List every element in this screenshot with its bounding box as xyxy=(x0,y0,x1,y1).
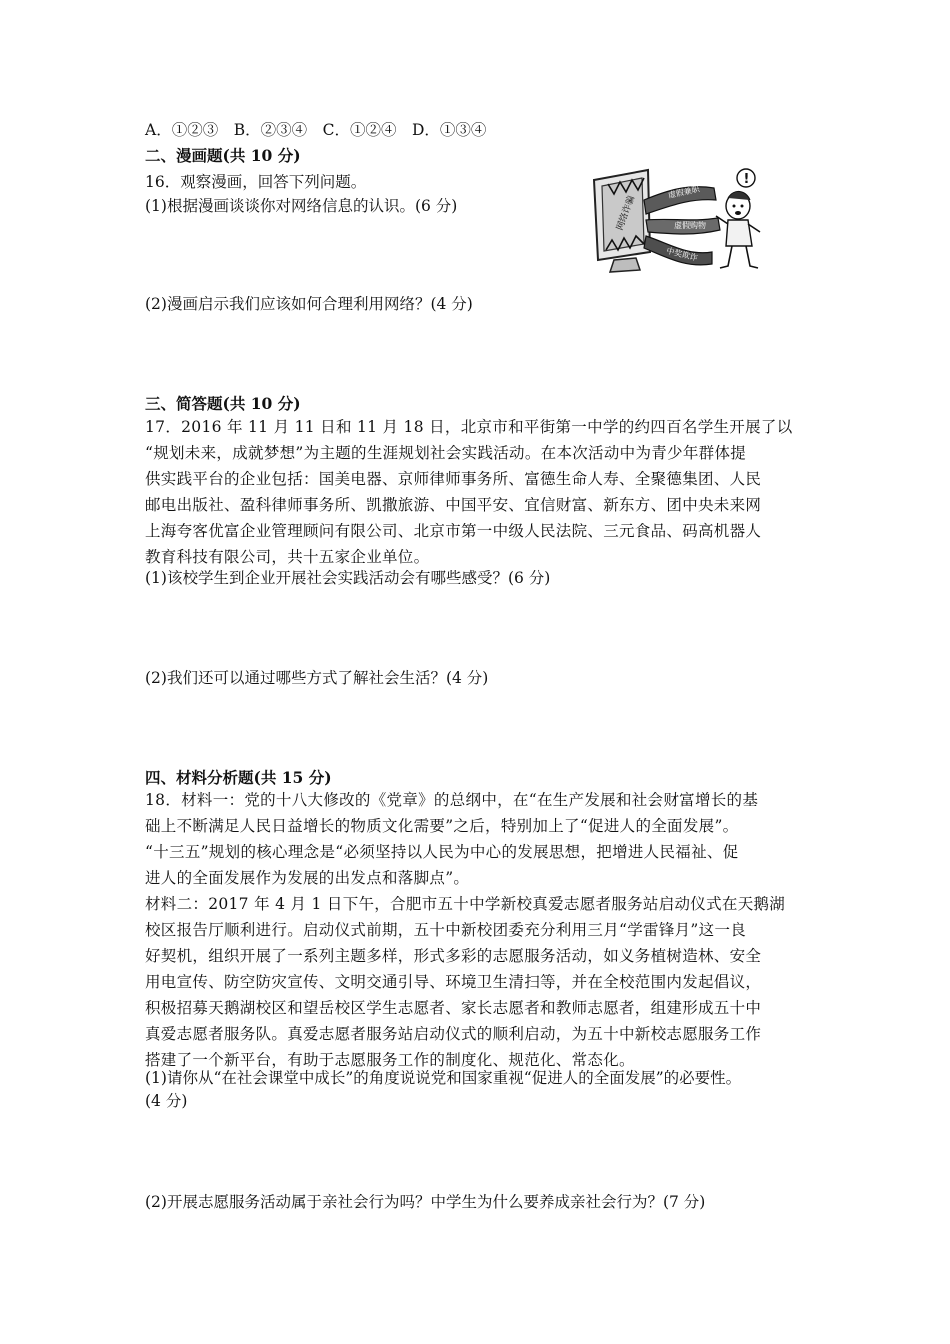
q18-line: 积极招募天鹅湖校区和望岳校区学生志愿者、家长志愿者和教师志愿者，组建形成五十中 xyxy=(145,999,762,1017)
monitor-illustration xyxy=(594,170,650,272)
cartoon-image xyxy=(588,166,770,276)
section-heading-cartoon: 二、漫画题(共 10 分) xyxy=(145,146,301,165)
q18-part1: (1)请你从“在社会课堂中成长”的角度说说党和国家重视“促进人的全面发展”的必要性。 xyxy=(145,1069,742,1087)
q18-part1-score: (4 分) xyxy=(145,1092,188,1110)
q17-line: 17．2016 年 11 月 11 日和 11 月 18 日，北京市和平街第一中学的约四百名学生开展了以 xyxy=(145,418,793,436)
section-heading-material-analysis: 四、材料分析题(共 15 分) xyxy=(145,768,332,787)
q16-part1: (1)根据漫画谈谈你对网络信息的认识。(6 分) xyxy=(145,197,458,215)
q16-part2: (2)漫画启示我们应该如何合理利用网络？(4 分) xyxy=(145,295,473,313)
tentacle-label-2: 虚假购物 xyxy=(674,221,706,230)
tentacles xyxy=(644,183,720,265)
q17-part2: (2)我们还可以通过哪些方式了解社会生活？(4 分) xyxy=(145,669,489,687)
cartoon-screen-text: 网络诈骗 xyxy=(615,194,637,232)
q17-part1: (1)该校学生到企业开展社会实践活动会有哪些感受？(6 分) xyxy=(145,569,551,587)
q18-line: 材料二：2017 年 4 月 1 日下午，合肥市五十中学新校真爱志愿者服务站启动仪式在天鹅湖 xyxy=(145,895,786,913)
tentacle-label-1: 虚假兼职 xyxy=(667,184,701,200)
q17-paragraph xyxy=(145,414,813,570)
tentacle-label-3: 中奖欺诈 xyxy=(665,246,699,263)
q18-line: 好契机，组织开展了一系列主题多样，形式多彩的志愿服务活动，如义务植树造林、安全 xyxy=(145,947,762,965)
person-illustration xyxy=(716,191,760,268)
exclamation-mark: ! xyxy=(743,172,750,187)
q18-line: 搭建了一个新平台，有助于志愿服务工作的制度化、规范化、常态化。 xyxy=(145,1051,635,1069)
q18-line: 用电宣传、防空防灾宣传、文明交通引导、环境卫生清扫等，并在全校范围内发起倡议， xyxy=(145,973,762,991)
q17-line: “规划未来，成就梦想”为主题的生涯规划社会实践活动。在本次活动中为青少年群体提 xyxy=(145,444,747,462)
q17-line: 上海夸客优富企业管理顾问有限公司、北京市第一中级人民法院、三元食品、码高机器人 xyxy=(145,522,762,540)
q16-stem: 16．观察漫画，回答下列问题。 xyxy=(145,173,367,191)
q18-line: “十三五”规划的核心理念是“必须坚持以人民为中心的发展思想，把增进人民福祉、促 xyxy=(145,843,739,861)
section-heading-short-answer: 三、简答题(共 10 分) xyxy=(145,394,301,413)
q15-options: A．①②③ B．②③④ C．①②④ D．①③④ xyxy=(145,121,487,139)
q17-line: 供实践平台的企业包括：国美电器、京师律师事务所、富德生命人寿、全聚德集团、人民 xyxy=(145,470,762,488)
exclamation-bubble xyxy=(737,169,755,187)
q18-line: 校区报告厅顺利进行。启动仪式前期，五十中新校团委充分利用三月“学雷锋月”这一良 xyxy=(145,921,747,939)
q17-line: 邮电出版社、盈科律师事务所、凯撒旅游、中国平安、宜信财富、新东方、团中央未来网 xyxy=(145,496,762,514)
q18-line: 进人的全面发展作为发展的出发点和落脚点”。 xyxy=(145,869,470,887)
q18-part2: (2)开展志愿服务活动属于亲社会行为吗？中学生为什么要养成亲社会行为？(7 分) xyxy=(145,1193,706,1211)
q18-line: 础上不断满足人民日益增长的物质文化需要”之后，特别加上了“促进人的全面发展”。 xyxy=(145,817,739,835)
q18-line: 真爱志愿者服务队。真爱志愿者服务站启动仪式的顺利启动，为五十中新校志愿服务工作 xyxy=(145,1025,762,1043)
q18-line: 18．材料一：党的十八大修改的《党章》的总纲中，在“在生产发展和社会财富增长的基 xyxy=(145,791,759,809)
q17-line: 教育科技有限公司，共十五家企业单位。 xyxy=(145,548,430,566)
q18-paragraph xyxy=(145,787,813,1073)
